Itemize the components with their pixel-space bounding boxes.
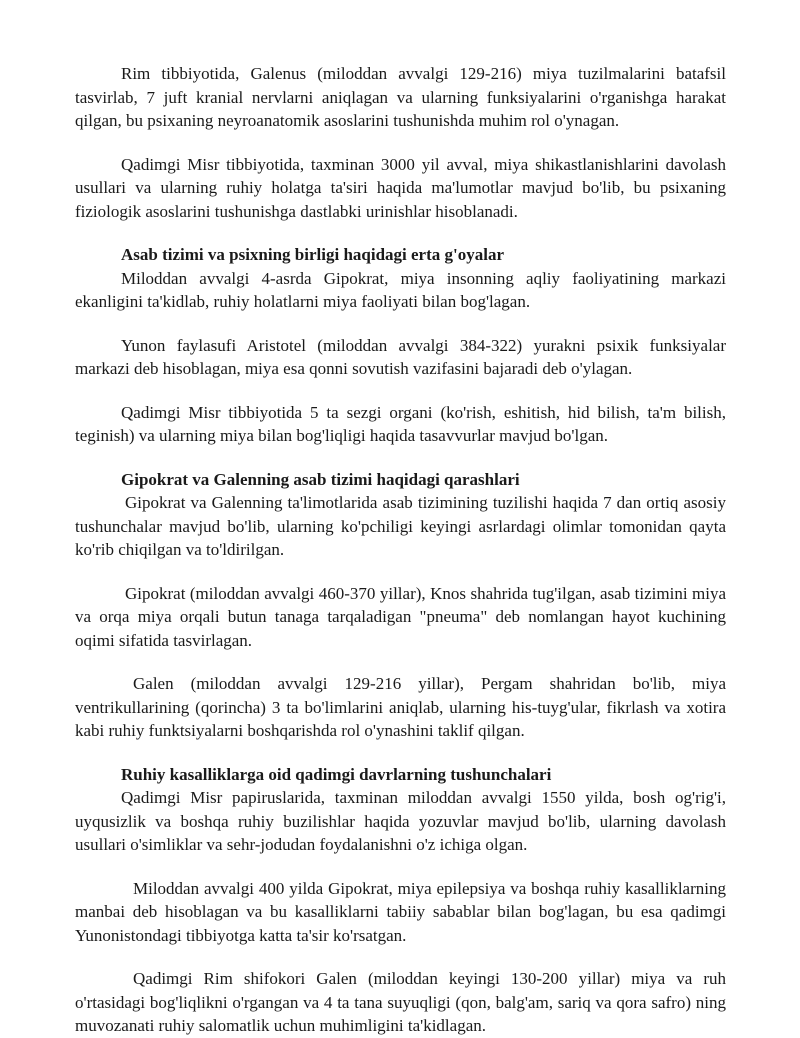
paragraph-egypt-medicine: Qadimgi Misr tibbiyotida, taxminan 3000 yil avval, miya shikastlanishlarini davolash usullari va ularning ruhiy holatga ta'siri haqida ma'lumotlar mavjud bo'lib, bu psixaning fiziologik asoslarini tushunishga dastlabki urinishlar hisoblanadi. — [75, 154, 726, 221]
section-heading-early-ideas: Asab tizimi va psixning birligi haqidagi erta g'oyalar — [121, 245, 505, 264]
section-heading-mental-illness: Ruhiy kasalliklarga oid qadimgi davrlarning tushunchalari — [121, 764, 552, 784]
paragraph-five-senses: Qadimgi Misr tibbiyotida 5 ta sezgi organi (ko'rish, eshitish, hid bilish, ta'm bilish, teginish) va ularning miya bilan bog'liqligi haqida tasavvurlar mavjud bo'lgan. — [75, 402, 726, 445]
paragraph-aristotle: Yunon faylasufi Aristotel (miloddan avvalgi 384-322) yurakni psixik funksiyalar markazi deb hisoblagan, miya esa qonni sovutish vazifasini bajaradi deb o'ylagan. — [75, 335, 726, 378]
paragraph-teachings: Gipokrat va Galenning ta'limotlarida asab tizimining tuzilishi haqida 7 dan ortiq asosiy tushunchalar mavjud bo'lib, ularning ko'pchiligi keyingi asrlardagi olimlar tomonidan qayta ko'rib chiqilgan va to'ldirilgan. — [75, 493, 726, 559]
paragraph-hippocrates-pneuma: Gipokrat (miloddan avvalgi 460-370 yillar), Knos shahrida tug'ilgan, asab tizimini miya va orqa miya orqali butun tanaga tarqaladigan "pneuma" deb nomlangan hayot kuchining oqimi sifatida tasvirlagan. — [75, 583, 726, 650]
paragraph-galen-ventricles: Galen (miloddan avvalgi 129-216 yillar), Pergam shahridan bo'lib, miya ventrikullarining (qorincha) 3 ta bo'limlarini aniqlab, ularning his-tuyg'ular, fikrlash va xotira kabi ruhiy funktsiyalarni boshqarishda rol o'ynashini taklif qilgan. — [75, 674, 726, 740]
paragraph-egypt-papyri: Qadimgi Misr papiruslarida, taxminan miloddan avvalgi 1550 yilda, bosh og'rig'i, uyqusizlik va boshqa ruhiy buzilishlar haqida yozuvlar mavjud bo'lib, ularning davolash usullari o'simliklar va sehr-jodudan foydalanishni o'z ichiga olgan. — [75, 788, 726, 854]
paragraph-galen-humors: Qadimgi Rim shifokori Galen (miloddan keyingi 130-200 yillar) miya va ruh o'rtasidagi bog'liqlikni o'rgangan va 4 ta tana suyuqligi (qon, balg'am, sariq va qora safro) ning muvozanati ruhiy salomatlik uchun muhimligini ta'kidlagan. — [75, 969, 726, 1035]
paragraph-hippocrates-epilepsy: Miloddan avvalgi 400 yilda Gipokrat, miya epilepsiya va boshqa ruhiy kasalliklarning manbai deb hisoblagan va bu kasalliklarni tabiiy sabablar bilan bog'lagan, bu esa qadimgi Yunonistondagi tibbiyotga katta ta'sir ko'rsatgan. — [75, 878, 726, 945]
section-heading-hippocrates-galen: Gipokrat va Galenning asab tizimi haqidagi qarashlari — [121, 469, 520, 489]
document-page — [75, 62, 726, 1038]
paragraph-hippocrates-brain: Miloddan avvalgi 4-asrda Gipokrat, miya insonning aqliy faoliyatining markazi ekanligini ta'kidlab, ruhiy holatlarni miya faoliyati bilan bog'lagan. — [75, 268, 726, 311]
paragraph-galenus-rome: Rim tibbiyotida, Galenus (miloddan avvalgi 129-216) miya tuzilmalarini batafsil tasvirlab, 7 juft kranial nervlarni aniqlagan va ularning funksiyalarini o'rganishga harakat qilgan, bu psixaning neyroanatomik asoslarini tushunishda muhim rol o'ynagan. — [75, 64, 726, 130]
